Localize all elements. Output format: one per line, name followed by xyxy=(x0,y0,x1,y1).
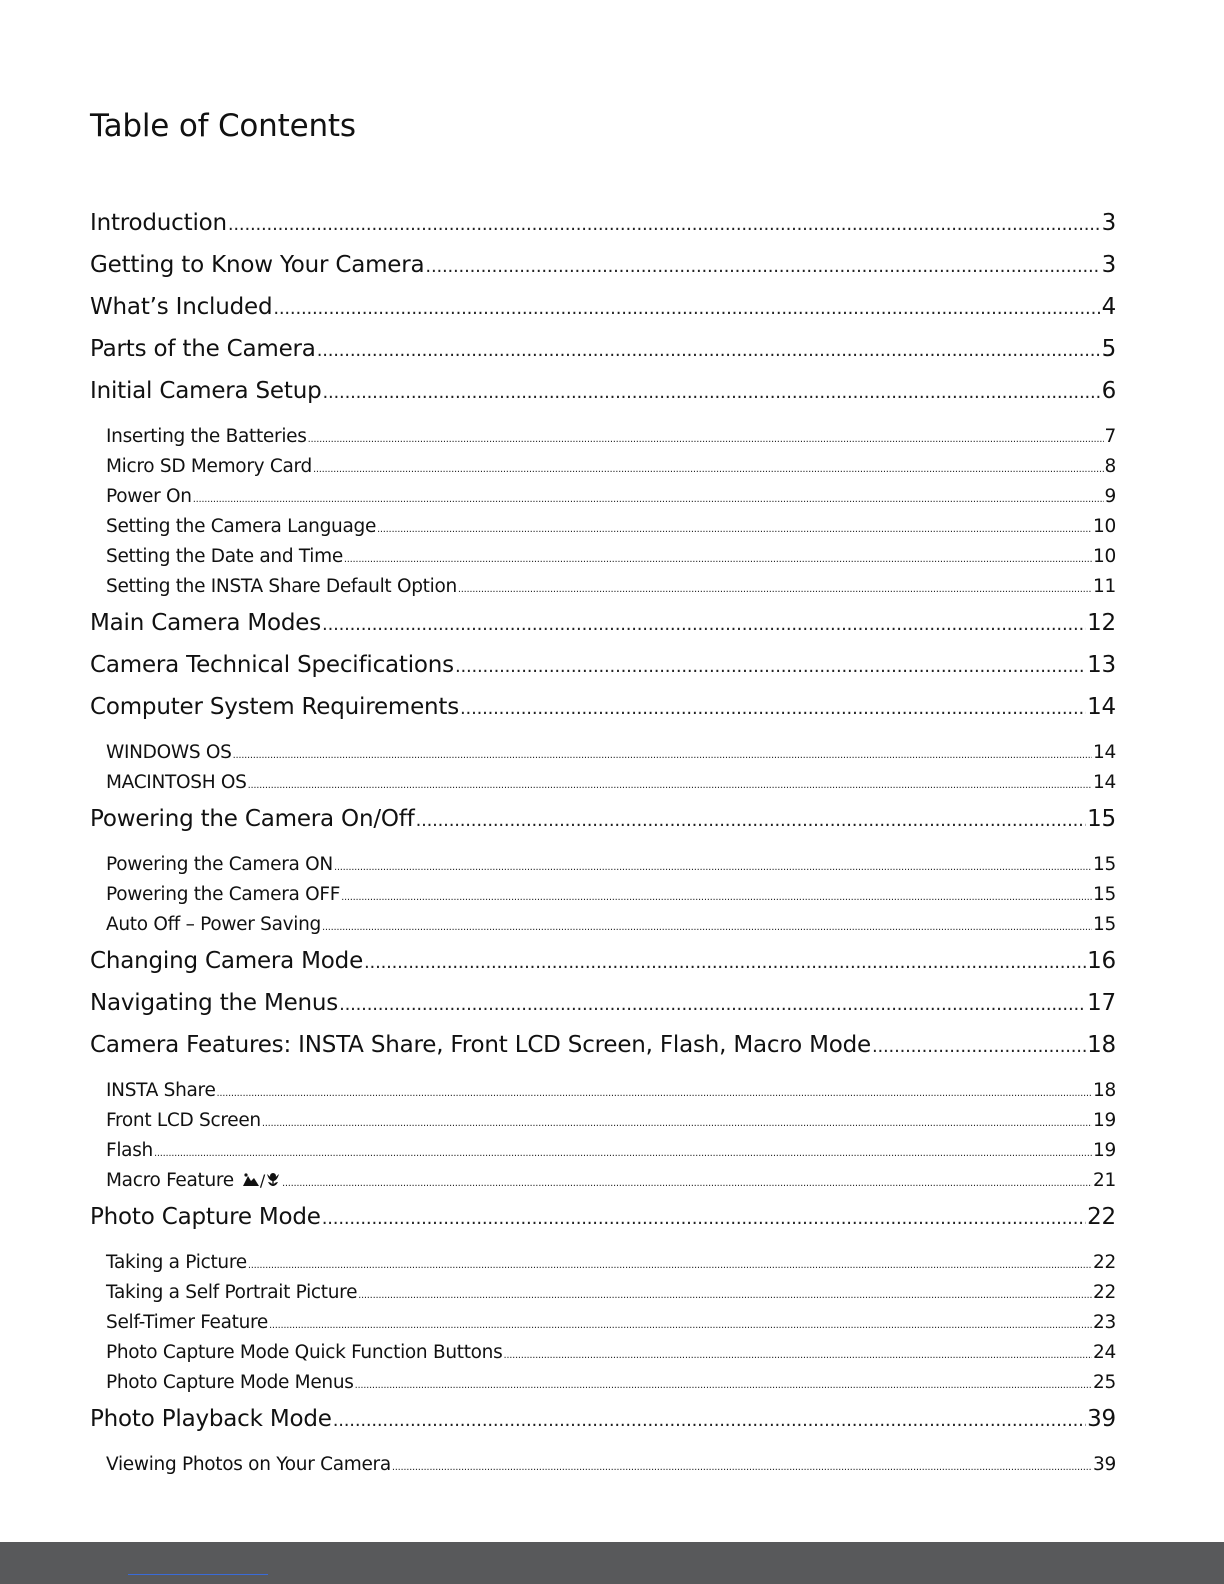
footer-bar xyxy=(0,1542,1224,1584)
toc-subsection[interactable] xyxy=(90,854,1116,884)
toc-entry-label: Flash xyxy=(106,1140,153,1161)
toc-section[interactable] xyxy=(90,694,1116,736)
dot-leader xyxy=(344,554,1092,565)
toc-page-number: 23 xyxy=(1093,1312,1116,1333)
toc-entry-label: Setting the INSTA Share Default Option xyxy=(106,576,457,597)
toc-page-number: 15 xyxy=(1093,854,1116,875)
dot-leader xyxy=(355,1380,1092,1391)
toc-entry-label: Initial Camera Setup xyxy=(90,378,322,404)
toc-section[interactable] xyxy=(90,948,1116,990)
toc-entry-label: Parts of the Camera xyxy=(90,336,316,362)
toc-page-number: 11 xyxy=(1093,576,1116,597)
toc-entry-label: Macro Feature xyxy=(106,1170,234,1191)
icon-separator: / xyxy=(259,1171,265,1190)
dot-leader xyxy=(358,1290,1092,1301)
dot-leader xyxy=(273,298,1100,319)
dot-leader xyxy=(308,434,1104,445)
dot-leader xyxy=(333,1410,1086,1431)
toc-subsection[interactable] xyxy=(90,772,1116,802)
toc-entry-label: Photo Capture Mode xyxy=(90,1204,321,1230)
toc-page-number: 18 xyxy=(1087,1032,1116,1058)
dot-leader xyxy=(269,1320,1092,1331)
toc-page-number: 6 xyxy=(1101,378,1116,404)
toc-entry-label: MACINTOSH OS xyxy=(106,772,247,793)
toc-page-number: 14 xyxy=(1093,772,1116,793)
dot-leader xyxy=(425,256,1100,277)
toc-section[interactable] xyxy=(90,210,1116,252)
toc-entry-label: Setting the Date and Time xyxy=(106,546,343,567)
toc-page-number: 14 xyxy=(1093,742,1116,763)
toc-entry-label: Setting the Camera Language xyxy=(106,516,377,537)
toc-page-number: 8 xyxy=(1104,456,1116,477)
toc-subsection[interactable] xyxy=(90,1312,1116,1342)
toc-entry-label: Powering the Camera ON xyxy=(106,854,333,875)
dot-leader xyxy=(322,382,1100,403)
toc-section[interactable] xyxy=(90,378,1116,420)
toc-section[interactable] xyxy=(90,294,1116,336)
dot-leader xyxy=(339,994,1086,1015)
toc-page-number: 15 xyxy=(1093,884,1116,905)
toc-entry-label: Main Camera Modes xyxy=(90,610,322,636)
dot-leader xyxy=(317,340,1101,361)
toc-subsection[interactable] xyxy=(90,1342,1116,1372)
toc-section[interactable] xyxy=(90,652,1116,694)
toc-subsection[interactable] xyxy=(90,1170,1116,1200)
toc-page-number: 10 xyxy=(1093,546,1116,567)
dot-leader xyxy=(228,214,1101,235)
dot-leader xyxy=(503,1350,1092,1361)
toc-entry-label: Self-Timer Feature xyxy=(106,1312,269,1333)
dot-leader xyxy=(154,1148,1092,1159)
toc-page-number: 13 xyxy=(1087,652,1116,678)
toc-subsection[interactable] xyxy=(90,1140,1116,1170)
dot-leader xyxy=(248,780,1092,791)
toc-entry-label: Front LCD Screen xyxy=(106,1110,261,1131)
toc-entry-label: Getting to Know Your Camera xyxy=(90,252,425,278)
dot-leader xyxy=(455,656,1086,677)
page-title: Table of Contents xyxy=(90,108,356,144)
toc-section[interactable] xyxy=(90,336,1116,378)
dot-leader xyxy=(313,464,1104,475)
toc-subsection[interactable] xyxy=(90,742,1116,772)
toc-entry-label: Micro SD Memory Card xyxy=(106,456,312,477)
toc-entry-label: Powering the Camera OFF xyxy=(106,884,341,905)
toc-page-number: 3 xyxy=(1101,252,1116,278)
toc-subsection[interactable] xyxy=(90,576,1116,606)
toc-page-number: 22 xyxy=(1093,1252,1116,1273)
toc-subsection[interactable] xyxy=(90,486,1116,516)
dot-leader xyxy=(458,584,1092,595)
toc-subsection[interactable] xyxy=(90,1080,1116,1110)
toc-subsection[interactable] xyxy=(90,914,1116,944)
dot-leader xyxy=(248,1260,1092,1271)
toc-entry-label: INSTA Share xyxy=(106,1080,216,1101)
toc-entry-label: Computer System Requirements xyxy=(90,694,460,720)
toc-entry-label: Photo Playback Mode xyxy=(90,1406,332,1432)
toc-entry-label: WINDOWS OS xyxy=(106,742,232,763)
dot-leader xyxy=(341,892,1092,903)
toc-section[interactable] xyxy=(90,1406,1116,1448)
toc-page-number: 39 xyxy=(1093,1454,1116,1475)
dot-leader xyxy=(322,1208,1086,1229)
toc-page-number: 9 xyxy=(1104,486,1116,507)
toc-entry-label: Introduction xyxy=(90,210,227,236)
toc-page-number: 19 xyxy=(1093,1140,1116,1161)
toc-page-number: 15 xyxy=(1093,914,1116,935)
toc-section[interactable] xyxy=(90,1032,1116,1074)
toc-page-number: 7 xyxy=(1104,426,1116,447)
toc-page-number: 16 xyxy=(1087,948,1116,974)
toc-page-number: 14 xyxy=(1087,694,1116,720)
toc-section[interactable] xyxy=(90,1204,1116,1246)
toc-section[interactable] xyxy=(90,806,1116,848)
toc-entry-label: Auto Off – Power Saving xyxy=(106,914,321,935)
toc-page-number: 15 xyxy=(1087,806,1116,832)
toc-subsection[interactable] xyxy=(90,1372,1116,1402)
toc-section[interactable] xyxy=(90,252,1116,294)
landscape-icon xyxy=(242,1171,260,1190)
toc-entry-label: What’s Included xyxy=(90,294,273,320)
toc-subsection[interactable] xyxy=(90,456,1116,486)
macro-flower-icon xyxy=(265,1171,281,1190)
toc-entry-label: Camera Features: INSTA Share, Front LCD Screen, Flash, Macro Mode xyxy=(90,1032,871,1058)
toc-entry-label: Taking a Picture xyxy=(106,1252,247,1273)
toc-page-number: 24 xyxy=(1093,1342,1116,1363)
toc-entry-label: Photo Capture Mode Menus xyxy=(106,1372,354,1393)
dot-leader xyxy=(193,494,1104,505)
toc-subsection[interactable] xyxy=(90,1252,1116,1282)
toc-page-number: 17 xyxy=(1087,990,1116,1016)
dot-leader xyxy=(233,750,1092,761)
toc-section[interactable] xyxy=(90,990,1116,1032)
toc-entry-label: Taking a Self Portrait Picture xyxy=(106,1282,358,1303)
toc-entry-label: Changing Camera Mode xyxy=(90,948,364,974)
dot-leader xyxy=(322,922,1092,933)
toc-entry-label: Photo Capture Mode Quick Function Buttons xyxy=(106,1342,503,1363)
toc-entry-label: Viewing Photos on Your Camera xyxy=(106,1454,391,1475)
toc-subsection[interactable] xyxy=(90,1110,1116,1140)
toc-entry-label: Camera Technical Specifications xyxy=(90,652,454,678)
toc-entry-label: Power On xyxy=(106,486,192,507)
dot-leader xyxy=(377,524,1092,535)
dot-leader xyxy=(217,1088,1093,1099)
toc-page-number: 3 xyxy=(1101,210,1116,236)
macro-mode-icons xyxy=(242,1171,281,1190)
footer-link-underline xyxy=(128,1574,268,1575)
toc-subsection[interactable] xyxy=(90,546,1116,576)
toc-subsection[interactable] xyxy=(90,426,1116,456)
toc-subsection[interactable] xyxy=(90,1282,1116,1312)
toc-subsection[interactable] xyxy=(90,516,1116,546)
toc-page-number: 5 xyxy=(1101,336,1116,362)
toc-subsection[interactable] xyxy=(90,1454,1116,1484)
dot-leader xyxy=(334,862,1092,873)
dot-leader xyxy=(392,1462,1092,1473)
dot-leader xyxy=(262,1118,1092,1129)
dot-leader xyxy=(872,1036,1086,1057)
toc-page-number: 22 xyxy=(1093,1282,1116,1303)
dot-leader xyxy=(416,810,1087,831)
toc-page-number: 4 xyxy=(1101,294,1116,320)
toc-page-number: 25 xyxy=(1093,1372,1116,1393)
toc-entry-label: Navigating the Menus xyxy=(90,990,339,1016)
toc-page-number: 12 xyxy=(1087,610,1116,636)
toc-subsection[interactable] xyxy=(90,884,1116,914)
toc-entry-label: Inserting the Batteries xyxy=(106,426,307,447)
dot-leader xyxy=(322,614,1086,635)
toc-page-number: 22 xyxy=(1087,1204,1116,1230)
toc-section[interactable] xyxy=(90,610,1116,652)
table-of-contents xyxy=(90,210,1116,1488)
toc-page-number: 19 xyxy=(1093,1110,1116,1131)
dot-leader xyxy=(460,698,1086,719)
toc-page-number: 21 xyxy=(1093,1170,1116,1191)
dot-leader xyxy=(364,952,1086,973)
toc-page-number: 39 xyxy=(1087,1406,1116,1432)
toc-page-number: 10 xyxy=(1093,516,1116,537)
dot-leader xyxy=(282,1178,1092,1189)
toc-page-number: 18 xyxy=(1093,1080,1116,1101)
toc-entry-label: Powering the Camera On/Off xyxy=(90,806,415,832)
